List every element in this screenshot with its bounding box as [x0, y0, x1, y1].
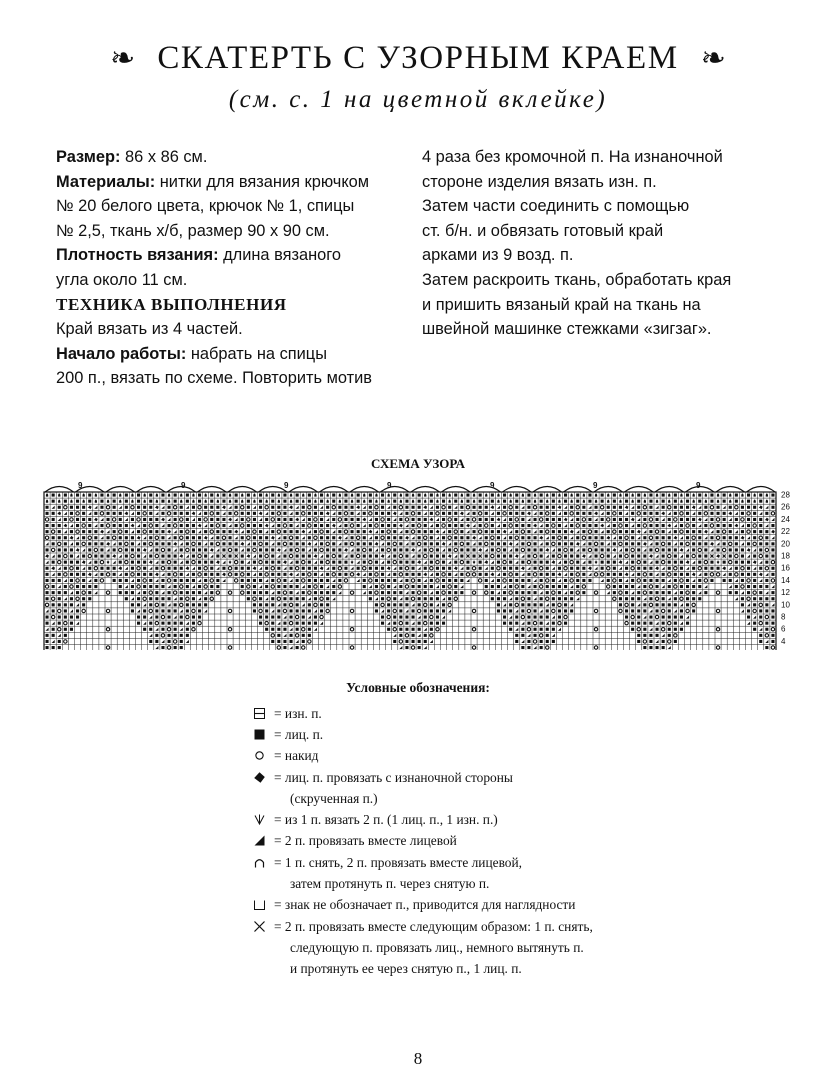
chart-arch: [655, 487, 684, 493]
legend-item: [252, 703, 772, 724]
legend-item-continuation: [252, 959, 772, 980]
knit-two-together-icon: [252, 834, 274, 848]
chart-arch-label: 9: [284, 481, 289, 490]
chart-arch-label: 9: [78, 481, 83, 490]
page-number: 8: [413, 1049, 423, 1068]
materials-label: Материалы:: [56, 172, 156, 191]
chart-arch: [625, 487, 654, 493]
right-line: и пришить вязаный край на ткань на: [422, 295, 701, 314]
materials-line: [56, 170, 416, 195]
size-label: Размер:: [56, 148, 121, 166]
chart-grid: [44, 492, 776, 650]
slip-knit-pass-icon: [252, 856, 274, 870]
legend-text: (скрученная п.): [290, 790, 378, 806]
legend-item-continuation: [252, 937, 772, 958]
chart-row-label: 16: [781, 563, 790, 573]
chart-arch-label: 9: [593, 481, 598, 490]
yarn-over-icon: [252, 749, 274, 763]
technique-heading: ТЕХНИКА ВЫПОЛНЕНИЯ: [56, 294, 287, 314]
density-line-2: угла около 11 см.: [56, 270, 188, 289]
right-line: стороне изделия вязать изн. п.: [422, 172, 657, 191]
legend-item: [252, 724, 772, 745]
chart-arch: [259, 487, 288, 493]
right-line: ст. б/н. и обвязать готовый край: [422, 221, 664, 240]
chart-row-label: 28: [781, 490, 790, 500]
right-column: [422, 145, 802, 342]
fleuron-right-icon: ❧: [700, 40, 726, 76]
chart-arch: [747, 487, 776, 493]
chart-arch: [533, 487, 562, 493]
chart-arch-label: 9: [490, 481, 495, 490]
chart-arch: [564, 487, 593, 493]
legend-text: затем протянуть п. через снятую п.: [290, 876, 490, 892]
chart-arch-label: 9: [696, 481, 701, 490]
start-value: набрать на спицы: [186, 344, 327, 363]
chart-arch: [320, 487, 349, 493]
chart-arch: [716, 487, 745, 493]
chart-row-label: 10: [781, 600, 790, 610]
chart-arch: [411, 487, 440, 493]
chart-row-label: 6: [781, 624, 786, 634]
legend-item: [252, 895, 772, 916]
chart-row-label: 8: [781, 612, 786, 622]
chart-arch: [137, 487, 166, 493]
chart-top-arches: [45, 481, 775, 492]
page-subtitle: (см. с. 1 на цветной вклейке): [228, 86, 608, 113]
start-line: [56, 342, 416, 367]
start-line-2: 200 п., вязать по схеме. Повторить мотив: [56, 369, 373, 388]
legend-text: = изн. п.: [274, 705, 322, 721]
legend-text: = из 1 п. вязать 2 п. (1 лиц. п., 1 изн. п.): [274, 812, 498, 828]
increase-icon: [252, 813, 274, 827]
left-column: [56, 145, 416, 391]
chart-row-label: 14: [781, 575, 790, 585]
legend-text: = лиц. п.: [274, 726, 324, 742]
legend-text: = 2 п. провязать вместе лицевой: [274, 833, 457, 849]
legend-title: Условные обозначения:: [346, 680, 490, 695]
right-line: Затем раскроить ткань, обработать края: [422, 270, 732, 289]
size-line: [56, 145, 416, 170]
chart-row-label: 4: [781, 636, 786, 646]
legend-text: = 1 п. снять, 2 п. провязать вместе лицевой,: [274, 854, 523, 870]
materials-line-3: № 2,5, ткань х/б, размер 90 х 90 см.: [56, 221, 330, 240]
legend-item: [252, 746, 772, 767]
chart-arch-label: 9: [387, 481, 392, 490]
chart-arch: [289, 487, 318, 493]
chart-arch: [228, 487, 257, 493]
right-line: Затем части соединить с помощью: [422, 197, 690, 216]
chart-row-label: 22: [781, 527, 790, 537]
chart-row-label: 24: [781, 514, 790, 524]
fleuron-left-icon: ❧: [110, 40, 136, 76]
legend-text: = лиц. п. провязать с изнаночной стороны: [274, 769, 513, 785]
chart-arch: [472, 487, 501, 493]
chart-arch: [350, 487, 379, 493]
chart-arch: [594, 487, 623, 493]
chart-row-label: 18: [781, 551, 790, 561]
legend-item-continuation: [252, 873, 772, 894]
purl-stitch-icon: [252, 707, 274, 721]
chart-arch: [106, 487, 135, 493]
legend-text: и протянуть ее через снятую п., 1 лиц. п.: [290, 961, 522, 977]
legend-item: [252, 767, 772, 788]
materials-value: нитки для вязания крючком: [155, 172, 370, 191]
chart-row-label: 20: [781, 539, 790, 549]
legend: [252, 703, 772, 980]
size-value: 86 х 86 см.: [120, 148, 208, 166]
chart-row-label: [781, 649, 786, 650]
materials-line-2: № 20 белого цвета, крючок № 1, спицы: [56, 197, 355, 216]
density-label: Плотность вязания:: [56, 246, 219, 265]
legend-item: [252, 916, 772, 937]
cross-decrease-icon: [252, 920, 274, 934]
legend-item: [252, 809, 772, 830]
chart-title: СХЕМА УЗОРА: [370, 456, 466, 471]
legend-item-continuation: [252, 788, 772, 809]
title-row: [0, 40, 836, 77]
chart-arch: [198, 487, 227, 493]
chart-row-labels: [781, 490, 790, 650]
chart-arch: [381, 487, 410, 493]
right-line: швейной машинке стежками «зигзаг».: [422, 320, 712, 339]
legend-item: [252, 831, 772, 852]
chart-arch: [503, 487, 532, 493]
legend-text: = накид: [274, 748, 319, 764]
right-line: 4 раза без кромочной п. На изнаночной: [422, 148, 723, 166]
start-label: Начало работы:: [56, 344, 187, 363]
knitting-chart: [40, 478, 800, 650]
density-line: [56, 243, 416, 268]
page-title: СКАТЕРТЬ С УЗОРНЫМ КРАЕМ: [157, 40, 679, 76]
twisted-knit-icon: [252, 771, 274, 785]
density-value: длина вязаного: [218, 246, 342, 265]
chart-arch: [442, 487, 471, 493]
legend-text: = 2 п. провязать вместе следующим образом: 1 п. снять,: [274, 918, 593, 934]
legend-item: [252, 852, 772, 873]
right-line: арками из 9 возд. п.: [422, 246, 574, 265]
legend-text: = знак не обозначает п., приводится для наглядности: [274, 897, 576, 913]
chart-row-label: 12: [781, 588, 790, 598]
technique-text: Край вязать из 4 частей.: [56, 320, 243, 339]
no-stitch-icon: [252, 898, 274, 912]
legend-text: следующую п. провязать лиц., немного вытянуть п.: [290, 939, 584, 955]
knit-stitch-icon: [252, 728, 274, 742]
chart-arch-label: 9: [181, 481, 186, 490]
chart-arch: [45, 487, 74, 493]
chart-row-label: 26: [781, 502, 790, 512]
